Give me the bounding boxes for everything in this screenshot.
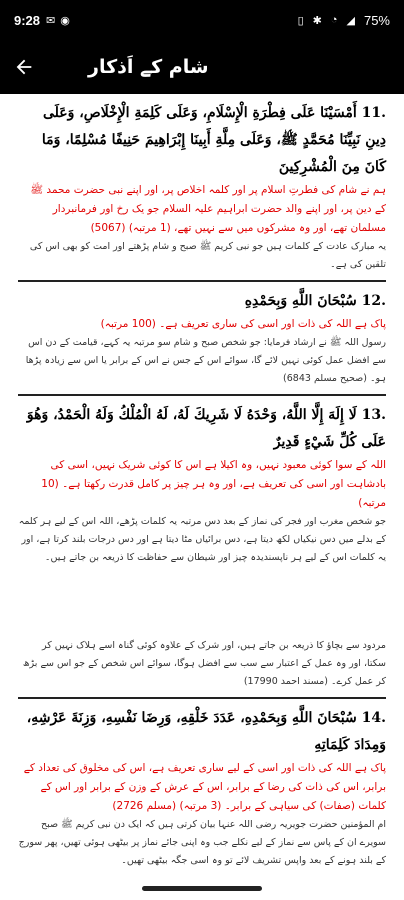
zikr-note: یہ مبارک عادت کے کلمات ہیں جو نبی کریم ﷺ صبح و شام پڑھتے اور امت کو بھی اس کی تلقین کی ہے۔: [29, 241, 386, 270]
zikr-translation: ہم نے شام کی فطرتِ اسلام پر اور کلمہ اخلاص پر، اور اپنے نبی حضرت محمد ﷺ کے دین پر، اور اپنے والد حضرت ابراہیم علیہ السلام جو یک رخ اور فرمانبردار مسلمان تھے، اور وہ مشرکوں میں سے نہیں تھے، (1 مرتبہ) (5067): [30, 184, 386, 234]
back-button[interactable]: [0, 40, 48, 94]
media-icon: ◉: [60, 14, 70, 27]
zikr-arabic: .13 لَا إِلَهَ إِلَّا اللَّهُ، وَحْدَهُ لَا شَرِيكَ لَهُ، لَهُ الْمُلْكُ وَلَهُ الْحَمْدُ، وَهُوَ عَلَى كُلِّ شَيْءٍ قَدِيرٌ: [26, 407, 386, 450]
blank-space: [18, 567, 386, 637]
zikr-card-11: [0, 94, 404, 280]
app-bar: [0, 40, 404, 94]
zikr-translation: اللہ کے سوا کوئی معبود نہیں، وہ اکیلا ہے اس کا کوئی شریک نہیں، اسی کی بادشاہت اور اسی کی تعریف ہے، اور وہ ہر چیز پر کامل قدرت رکھتا ہے۔ (10 مرتبہ): [41, 459, 386, 509]
zikr-note: جو شخص مغرب اور فجر کی نماز کے بعد دس مرتبہ یہ کلمات پڑھے، اللہ اس کے لیے ہر کلمہ کے بدلے میں دس نیکیاں لکھ دیتا ہے، دس برائیاں مٹا دیتا ہے اور دس درجات بلند کرتا ہے، اور یہ کلمات اس کے لیے ہر ناپسندیدہ چیز اور شیطان سے حفاظت کا ذریعہ بن جاتے ہیں۔: [18, 516, 386, 563]
azkar-list[interactable]: [0, 94, 404, 878]
notification-icon: ✉: [46, 14, 56, 27]
zikr-translation: پاک ہے اللہ کی ذات اور اسی کی ساری تعریف ہے۔ (100 مرتبہ): [100, 318, 386, 330]
bluetooth-icon: ✱: [312, 14, 322, 27]
zikr-arabic: .14 سُبْحَانَ اللَّهِ وَبِحَمْدِهِ، عَدَدَ خَلْقِهِ، وَرِضَا نَفْسِهِ، وَزِنَةَ عَرْشِهِ، وَمِدَادَ كَلِمَاتِهِ: [26, 710, 386, 753]
wifi-icon: ◔: [330, 14, 338, 26]
zikr-card-13: [0, 396, 404, 697]
home-handle[interactable]: [142, 886, 262, 891]
status-icons: [298, 13, 390, 28]
page-title: شام کے اَذکار: [88, 56, 209, 78]
gesture-nav-bar: [0, 878, 404, 900]
zikr-arabic: .12 سُبْحَانَ اللَّهِ وَبِحَمْدِهِ: [244, 293, 386, 309]
status-bar: [0, 0, 404, 40]
zikr-note: ام المؤمنین حضرت جویریہ رضی اللہ عنہا بیان کرتی ہیں کہ ایک دن نبی کریم ﷺ صبح سویرے ان کے پاس سے نماز کے لیے نکلے جب وہ اپنی جائے نماز پر بیٹھی ہوئی تھیں، پھر سورج کے بلند ہونے کے بعد واپس تشریف لائے تو وہ اسی جگہ بیٹھی تھیں۔: [18, 819, 386, 866]
zikr-card-14: [0, 699, 404, 876]
zikr-note: رسول اللہ ﷺ نے ارشاد فرمایا: جو شخص صبح و شام سو مرتبہ یہ کہے، قیامت کے دن اس سے افضل عمل کوئی نہیں لائے گا، سوائے اس کے جس نے اس کے برابر یا اس سے زیادہ پڑھا ہو۔ (صحیح مسلم 6843): [25, 337, 386, 384]
zikr-translation: پاک ہے اللہ کی ذات اور اسی کے لیے ساری تعریف ہے، اس کی مخلوق کی تعداد کے برابر، اس کی ذات کی رضا کے برابر، اس کے عرش کے وزن کے برابر اور اس کے کلمات (صفات) کی سیاہی کے برابر۔ (3 مرتبہ) (مسلم 2726): [23, 762, 386, 812]
back-arrow-icon: [13, 56, 35, 78]
zikr-note-continued: مردود سے بچاؤ کا ذریعہ بن جاتے ہیں، اور شرک کے علاوہ کوئی گناہ اسے ہلاک نہیں کر سکتا، اور وہ عمل کے اعتبار سے سب سے افضل ہوگا، سوائے اس شخص کے جو اس سے بڑھ کر عمل کرے۔ (مسند احمد 17990): [22, 640, 386, 687]
zikr-card-12: [0, 282, 404, 394]
zikr-arabic: .11 أَمْسَيْنَا عَلَى فِطْرَةِ الْإِسْلَامِ، وَعَلَى كَلِمَةِ الْإِخْلَاصِ، وَعَلَى دِينِ نَبِيِّنَا مُحَمَّدٍ ﷺ، وَعَلَى مِلَّةِ أَبِينَا إِبْرَاهِيمَ حَنِيفًا مُسْلِمًا، وَمَا كَانَ مِنَ الْمُشْرِكِينَ: [41, 105, 386, 175]
vibrate-icon: ▯: [297, 14, 304, 27]
signal-icon: ◢: [346, 14, 355, 27]
status-time: 9:28: [14, 12, 41, 28]
battery-label: 75%: [363, 12, 390, 28]
